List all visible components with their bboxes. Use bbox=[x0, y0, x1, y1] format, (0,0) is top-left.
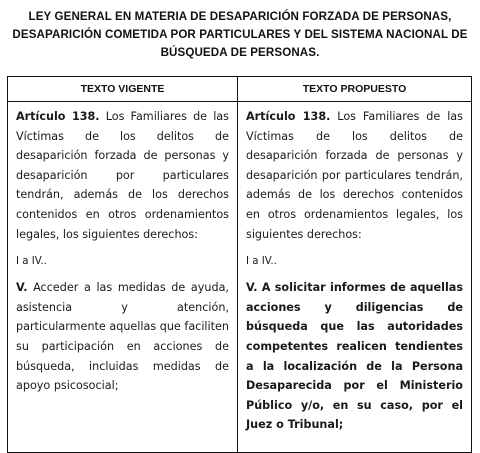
current-reference: I a IV.. bbox=[16, 256, 47, 268]
law-title bbox=[8, 8, 472, 62]
table-header-row bbox=[8, 77, 472, 102]
proposed-article-text: Los Familiares de las Víctimas de los delitos de desaparición forzada de personas y desaparición por particulares tendrán, además de los derechos contenidos en otros ordenamientos legales, los siguientes derechos: bbox=[246, 110, 463, 241]
proposed-reference: I a IV.. bbox=[246, 256, 277, 268]
column-header-proposed: TEXTO PROPUESTO bbox=[238, 77, 472, 102]
current-fraction-paragraph bbox=[16, 278, 229, 396]
law-title-line-3: BÚSQUEDA DE PERSONAS. bbox=[160, 46, 320, 59]
current-fraction-text: Acceder a las medidas de ayuda, asistencia y atención, particularmente aquellas que faciliten su participación en acciones de búsqueda, incluidas medidas de apoyo psicosocial; bbox=[16, 281, 230, 393]
current-article-text: Los Familiares de las Víctimas de los delitos de desaparición forzada de personas y desaparición por particulares tendrán, además de los derechos contenidos en otros ordenamientos legales, los siguientes derechos: bbox=[16, 110, 229, 241]
proposed-text-cell bbox=[238, 102, 472, 453]
comparison-table bbox=[7, 76, 472, 453]
law-title-line-2: DESAPARICIÓN COMETIDA POR PARTICULARES Y DEL SISTEMA NACIONAL DE bbox=[12, 28, 468, 41]
column-header-current: TEXTO VIGENTE bbox=[8, 77, 238, 102]
current-article-paragraph bbox=[16, 107, 229, 244]
proposed-article-label: Artículo 138. bbox=[246, 110, 331, 123]
current-fraction-label: V. bbox=[16, 281, 28, 295]
current-article-label: Artículo 138. bbox=[16, 110, 100, 123]
proposed-fraction-paragraph: V. A solicitar informes de aquellas acciones y diligencias de búsqueda que las autoridades competentes realicen tendientes a la localización de la Persona Desaparecida por el Ministerio Público y/o, en su caso, por el Juez o Tribunal; bbox=[246, 281, 463, 432]
table-row bbox=[8, 102, 472, 453]
law-title-line-1: LEY GENERAL EN MATERIA DE DESAPARICIÓN FORZADA DE PERSONAS, bbox=[28, 10, 452, 23]
current-text-cell bbox=[8, 102, 238, 453]
proposed-article-paragraph bbox=[246, 107, 463, 244]
